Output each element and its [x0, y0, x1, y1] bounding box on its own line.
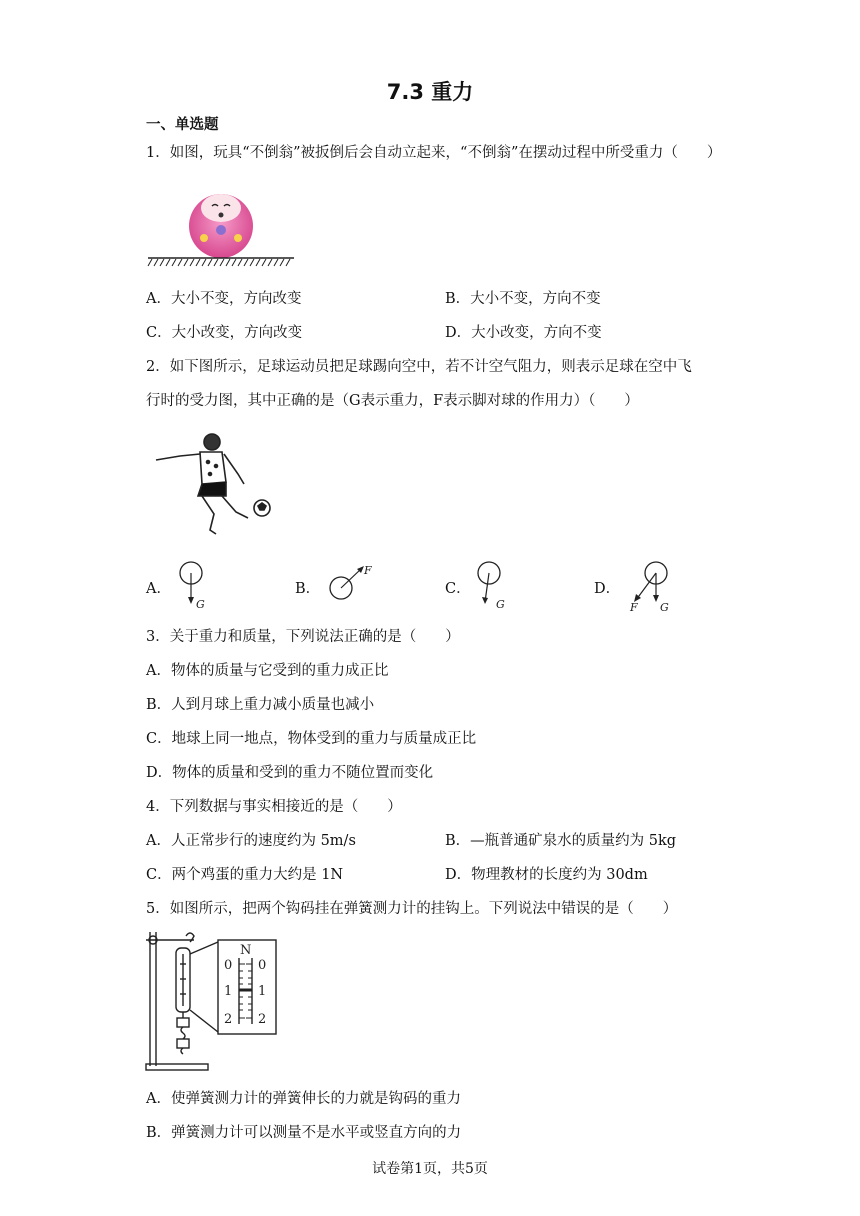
question-1-stem: 1．如图，玩具“不倒翁”被扳倒后会自动立起来，“不倒翁”在摆动过程中所受重力（ ） [146, 145, 722, 161]
scale-unit-label: N [240, 943, 252, 958]
soccer-player-figure [150, 430, 280, 540]
force-label-g: G [496, 598, 505, 611]
question-5-stem: 5．如图所示，把两个钩码挂在弹簧测力计的挂钩上。下列说法中错误的是（ ） [146, 901, 678, 917]
q2-option-b: B． [295, 581, 321, 597]
scale-tick-right-1: 1 [258, 984, 267, 999]
force-diagram-c [470, 556, 515, 612]
scale-tick-left-1: 1 [224, 984, 233, 999]
question-2-stem-line2: 行时的受力图，其中正确的是（G表示重力，F表示脚对球的作用力）（ ） [146, 393, 639, 409]
q4-option-b: B．—瓶普通矿泉水的质量约为 5kg [445, 833, 677, 849]
q2-option-d: D． [594, 581, 621, 597]
q4-option-a: A．人正常步行的速度约为 5m/s [146, 833, 356, 849]
q3-option-d: D．物体的质量和受到的重力不随位置而变化 [146, 765, 434, 781]
q3-option-c: C．地球上同一地点，物体受到的重力与质量成正比 [146, 731, 477, 747]
section-heading: 一、单选题 [146, 117, 219, 133]
q1-option-a: A．大小不变，方向改变 [146, 291, 302, 307]
q2-option-c: C． [445, 581, 471, 597]
force-diagram-d [620, 556, 676, 612]
spring-scale-figure [142, 924, 282, 1076]
page-footer: 试卷第1页，共5页 [372, 1161, 488, 1177]
q5-option-a: A．使弹簧测力计的弹簧伸长的力就是钩码的重力 [146, 1091, 461, 1107]
scale-tick-left-0: 0 [224, 958, 233, 973]
q4-option-c: C．两个鸡蛋的重力大约是 1N [146, 867, 344, 883]
scale-tick-right-2: 2 [258, 1012, 267, 1027]
question-3-stem: 3．关于重力和质量，下列说法正确的是（ ） [146, 629, 460, 645]
question-4-stem: 4．下列数据与事实相接近的是（ ） [146, 799, 402, 815]
q1-option-c: C．大小改变，方向改变 [146, 325, 303, 341]
q2-option-a: A． [146, 581, 171, 597]
q4-option-d: D．物理教材的长度约为 30dm [445, 867, 648, 883]
q1-option-d: D．大小改变，方向不变 [445, 325, 602, 341]
scale-tick-left-2: 2 [224, 1012, 233, 1027]
force-label-g: G [196, 598, 205, 611]
force-label-g: G [660, 601, 669, 614]
question-2-stem-line1: 2．如下图所示，足球运动员把足球踢向空中，若不计空气阻力，则表示足球在空中飞 [146, 359, 692, 375]
page-title: 7.3 重力 [386, 80, 474, 104]
force-label-f: F [630, 601, 638, 614]
q3-option-a: A．物体的质量与它受到的重力成正比 [146, 663, 389, 679]
q5-option-b: B．弹簧测力计可以测量不是水平或竖直方向的力 [146, 1125, 462, 1141]
force-label-f: F [364, 564, 372, 577]
scale-tick-right-0: 0 [258, 958, 267, 973]
q3-option-b: B．人到月球上重力减小质量也减小 [146, 697, 375, 713]
q1-option-b: B．大小不变，方向不变 [445, 291, 601, 307]
tumbler-toy-figure [146, 178, 296, 268]
force-diagram-b [320, 560, 370, 610]
force-diagram-a [174, 556, 214, 612]
